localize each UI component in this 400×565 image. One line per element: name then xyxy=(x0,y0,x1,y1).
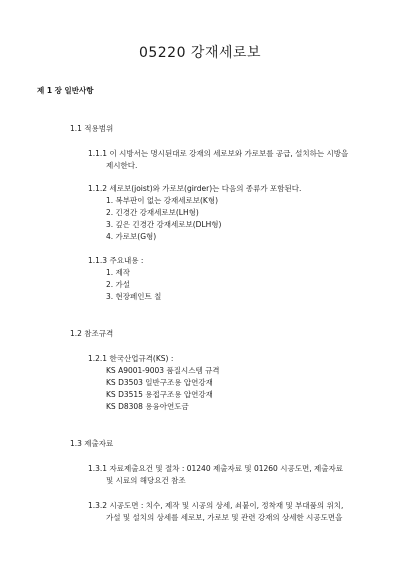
list-item: 1. 제작 xyxy=(106,268,131,277)
list-item: 4. 가로보(G형) xyxy=(106,232,157,241)
clause-line: 1.1.3 주요내용 : xyxy=(88,256,144,265)
list-item: 2. 가설 xyxy=(106,280,131,289)
clause-line: 1.1.2 세로보(joist)와 가로보(girder)는 다음의 종류가 포함된다. xyxy=(88,184,302,193)
section-heading: 1.1 적용범위 xyxy=(70,124,114,133)
list-item: 1. 복부판이 없는 강재세로보(K형) xyxy=(106,196,219,205)
clause-line: 및 시료의 해당요건 참조 xyxy=(106,476,186,485)
document-title: 05220 강재세로보 xyxy=(138,45,262,61)
section-heading: 1.3 제출자료 xyxy=(70,439,114,448)
clause-line: 1.1.1 이 시방서는 명시된대로 강재의 세로보와 가로보를 공급, 설치하는 시방을 xyxy=(88,149,349,158)
list-item: KS D8308 용융아연도금 xyxy=(106,402,189,411)
clause-line: 가설 및 설치의 상세를 세로보, 가로보 및 관련 강재의 상세한 시공도면을 xyxy=(106,513,343,522)
list-item: 3. 깊은 긴경간 강재세로보(DLH형) xyxy=(106,220,222,229)
list-item: KS A9001-9003 품질시스템 규격 xyxy=(106,366,220,375)
list-item: KS D3515 용접구조용 압연강재 xyxy=(106,390,213,399)
list-item: 3. 현장페인트 칠 xyxy=(106,292,162,301)
chapter-heading: 제 1 장 일반사항 xyxy=(37,86,94,95)
clause-line: 1.2.1 한국산업규격(KS) : xyxy=(88,354,174,363)
list-item: KS D3503 일반구조용 압연강재 xyxy=(106,378,213,387)
clause-line: 1.3.2 시공도면 : 치수, 제작 및 시공의 상세, 쇠붙이, 정착재 및 부대품의 위치, xyxy=(88,501,344,510)
list-item: 2. 긴경간 강재세로보(LH형) xyxy=(106,208,199,217)
clause-line: 제시한다. xyxy=(106,161,138,170)
section-heading: 1.2 참조규격 xyxy=(70,329,114,338)
clause-line: 1.3.1 자료제출요건 및 절차 : 01240 제출자료 및 01260 시공도면, 제출자료 xyxy=(88,464,343,473)
